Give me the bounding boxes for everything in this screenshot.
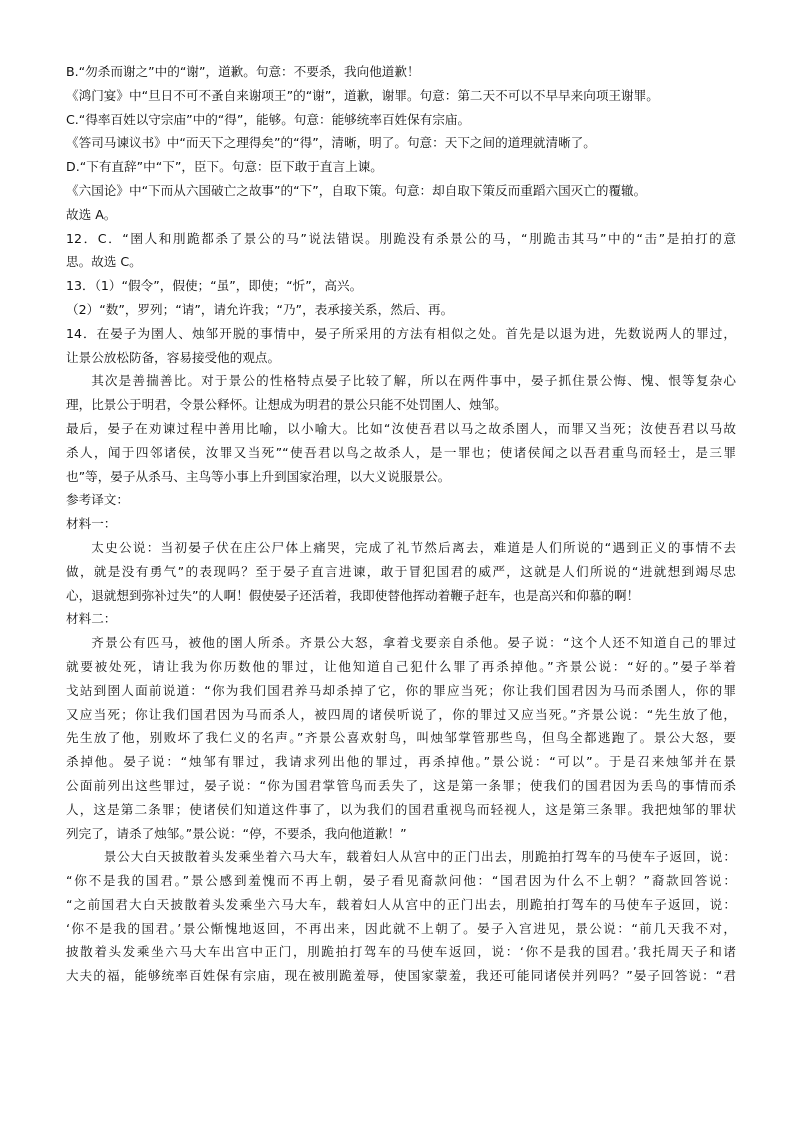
- text-line: “你不是我的国君。”景公感到羞愧而不再上朝，晏子看见裔款问他：“国君因为什么不上朝？”裔款回答说：: [66, 873, 736, 889]
- text-line: 最后，晏子在劝谏过程中善用比喻，以小喻大。比如“汝使吾君以马之故杀圉人，而罪又当死；汝使吾君以马故: [66, 420, 736, 436]
- text-line: C.“得率百姓以守宗庙”中的“得”，能够。句意：能够统率百姓保有宗庙。: [66, 111, 471, 127]
- text-line: 公面前列出这些罪过，晏子说：“你为国君掌管鸟而丢失了，这是第一条罪；使我们的国君因为丢鸟的事情而杀: [66, 777, 736, 793]
- text-line: 13．（1）“假令”，假使；“虽”，即使；“忻”，高兴。: [66, 278, 363, 294]
- text-line: 齐景公有匹马，被他的圉人所杀。齐景公大怒，拿着戈要亲自杀他。晏子说：“这个人还不知道自己的罪过: [91, 635, 736, 651]
- section-label: 材料一：: [66, 516, 117, 532]
- text-line: B.“勿杀而谢之”中的“谢”，道歉。句意：不要杀，我向他道歉！: [66, 64, 420, 79]
- text-line: 杀人，闻于四邻诸侯，汝罪又当死”“使吾君以鸟之故杀人，是一罪也；使诸侯闻之以吾君重鸟而轻士，是三罪: [66, 444, 736, 460]
- text-line: 其次是善揣善比。对于景公的性格特点晏子比较了解，所以在两件事中，晏子抓住景公悔、愧、恨等复杂心: [91, 373, 736, 389]
- text-line: 人，这是第二条罪；使诸侯们知道这件事了，以为我们的国君重视鸟而轻视人，这是第三条罪。我把烛邹的罪状: [66, 801, 736, 817]
- text-line: ‘你不是我的国君。’景公惭愧地返回，不再出来，因此就不上朝了。晏子入宫进见，景公说：“前几天我不对，: [66, 920, 736, 936]
- text-line: （2）“数”，罗列；“请”，请允许我；“乃”，表承接关系，然后、再。: [66, 301, 454, 317]
- text-line: 又应当死；你让我们国君因为马而杀人，被四周的诸侯听说了，你的罪过又应当死。”齐景公说：“先生放了他，: [66, 706, 736, 722]
- text-line: 景公大白天披散着头发乘坐着六马大车，载着妇人从宫中的正门出去，刖跪拍打驾车的马使车子返回，说：: [103, 849, 736, 865]
- text-line: 做，就是没有勇气”的表现吗？至于晏子直言进谏，敢于冒犯国君的威严，这就是人们所说的“进就想到竭尽忠: [66, 563, 736, 579]
- text-line: 让景公放松防备，容易接受他的观点。: [66, 349, 281, 365]
- text-line: 《答司马谏议书》中“而天下之理得矣”的“得”，清晰，明了。句意：天下之间的道理就清晰了。: [66, 135, 596, 151]
- text-line: 理，比景公于明君，令景公释怀。让想成为明君的景公只能不处罚圉人、烛邹。: [66, 397, 507, 413]
- text-line: 戈站到圉人面前说道：“你为我们国君养马却杀掉了它，你的罪应当死；你让我们国君因为马而杀圉人，你的罪: [66, 682, 736, 698]
- text-line: 大夫的福，能够统率百姓保有宗庙，现在被刖跪羞辱，使国家蒙羞，我还可能同诸侯并列吗？”晏子回答说：“君: [66, 968, 736, 984]
- text-line: 杀掉他。晏子说：“烛邹有罪过，我请求列出他的罪过，再杀掉他。”景公说：“可以”。于是召来烛邹并在景: [66, 754, 736, 770]
- text-line: D.“下有直辞”中“下”，臣下。句意：臣下敢于直言上谏。: [66, 159, 383, 175]
- text-line: 14．在晏子为圉人、烛邹开脱的事情中，晏子所采用的方法有相似之处。首先是以退为进，先数说两人的罪过，: [66, 325, 736, 341]
- text-line: 也”等，晏子从杀马、主鸟等小事上升到国家治理，以大义说服景公。: [66, 468, 451, 484]
- text-line: 就要被处死，请让我为你历数他的罪过，让他知道自己犯什么罪了再杀掉他。”齐景公说：“好的。”晏子举着: [66, 658, 736, 674]
- section-label: 参考译文：: [66, 492, 129, 508]
- text-line: 列完了，请杀了烛邹。”景公说：“停，不要杀，我向他道歉！”: [66, 825, 407, 841]
- text-line: 故选 A。: [66, 206, 117, 222]
- text-line: 披散着头发乘坐六马大车出宫中正门，刖跪拍打驾车的马使车返回，说：‘你不是我的国君。’我托周天子和诸: [66, 944, 736, 960]
- text-line: “之前国君大白天披散着头发乘坐六马大车，载着妇人从宫中的正门出去，刖跪拍打驾车的马使车子返回，说：: [66, 896, 736, 912]
- text-line: 思。故选 C。: [66, 254, 142, 270]
- text-line: 太史公说：当初晏子伏在庄公尸体上痛哭，完成了礼节然后离去，难道是人们所说的“遇到正义的事情不去: [91, 539, 736, 555]
- text-line: 12．C．“圉人和刖跪都杀了景公的马”说法错误。刖跪没有杀景公的马，“刖跪击其马”中的“击”是拍打的意: [66, 230, 736, 246]
- text-line: 《鸿门宴》中“旦日不可不蚤自来谢项王”的“谢”，道歉，谢罪。句意：第二天不可以不早早来向项王谢罪。: [66, 87, 659, 103]
- text-line: 先生放了他，别败坏了我仁义的名声。”齐景公喜欢射鸟，叫烛邹掌管那些鸟，但鸟全都逃跑了。景公大怒，要: [66, 730, 736, 746]
- text-line: 心，退就想到弥补过失”的人啊！假使晏子还活着，我即使替他挥动着鞭子赶车，也是高兴和仰慕的啊！: [66, 587, 640, 603]
- section-label: 材料二：: [66, 611, 117, 627]
- text-line: 《六国论》中“下而从六国破亡之故事”的“下”，自取下策。句意：却自取下策反而重蹈六国灭亡的覆辙。: [66, 182, 647, 198]
- document-page: [66, 60, 736, 988]
